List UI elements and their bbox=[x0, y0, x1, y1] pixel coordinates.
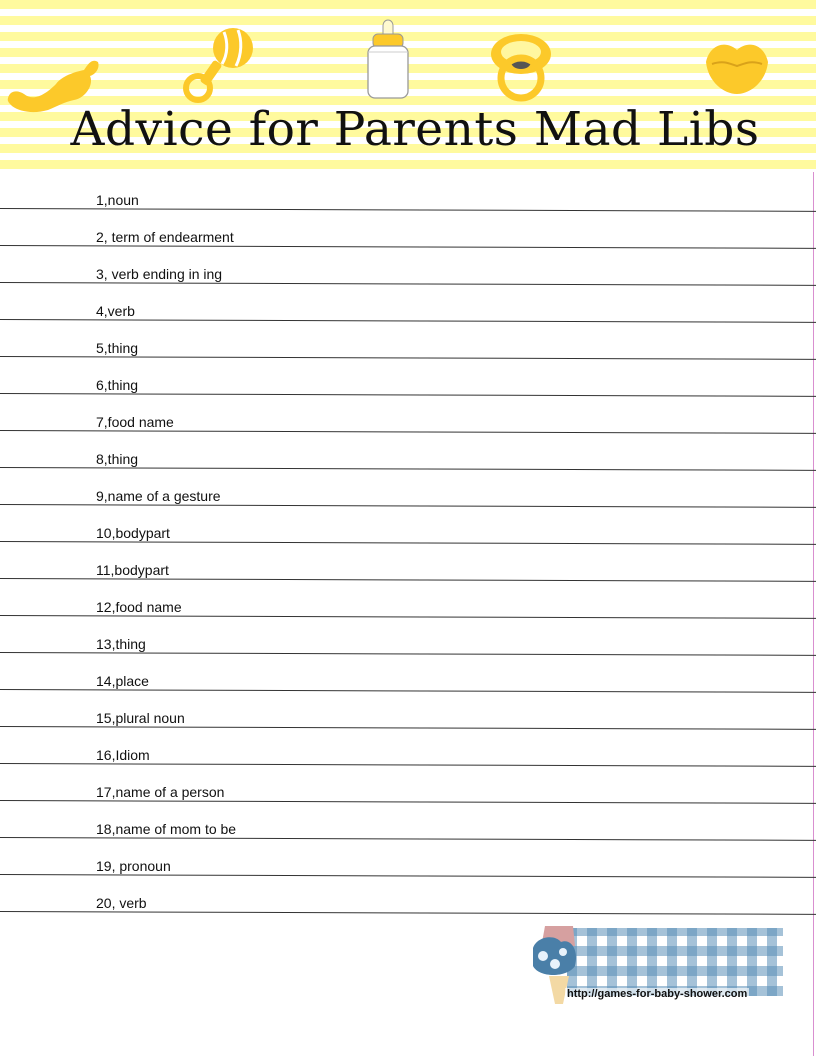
list-item bbox=[0, 394, 816, 431]
list-item bbox=[0, 246, 816, 283]
list-item bbox=[0, 320, 816, 357]
pacifier-icon bbox=[488, 32, 554, 104]
answer-line[interactable] bbox=[0, 911, 816, 915]
list-item bbox=[0, 357, 816, 394]
list-item bbox=[0, 283, 816, 320]
list-item-label: 14,place bbox=[96, 673, 149, 689]
list-item-label: 13,thing bbox=[96, 636, 146, 652]
list-item-label: 11,bodypart bbox=[96, 562, 169, 578]
list-item bbox=[0, 653, 816, 690]
site-url[interactable]: http://games-for-baby-shower.com bbox=[567, 988, 748, 1000]
list-item-label: 6,thing bbox=[96, 377, 139, 393]
list-item bbox=[0, 468, 816, 505]
list-item-label: 10,bodypart bbox=[96, 525, 170, 541]
list-item-label: 17,name of a person bbox=[96, 784, 225, 800]
list-item-label: 5,thing bbox=[96, 340, 139, 356]
list-item bbox=[0, 505, 816, 542]
list-item bbox=[0, 431, 816, 468]
list-item bbox=[0, 801, 816, 838]
list-item-label: 7,food name bbox=[96, 414, 174, 430]
list-item-label: 12,food name bbox=[96, 599, 182, 615]
list-item-label: 19, pronoun bbox=[96, 858, 171, 874]
list-item bbox=[0, 172, 816, 209]
list-item-label: 18,name of mom to be bbox=[96, 821, 237, 837]
list-item bbox=[0, 616, 816, 653]
list-item bbox=[0, 579, 816, 616]
list-item-label: 15,plural noun bbox=[96, 710, 185, 726]
list-item bbox=[0, 542, 816, 579]
baby-bottle-icon bbox=[362, 12, 414, 102]
list-item-label: 4,verb bbox=[96, 303, 135, 319]
list-item-label: 20, verb bbox=[96, 895, 147, 911]
list-item-label: 16,Idiom bbox=[96, 747, 150, 763]
list-item bbox=[0, 209, 816, 246]
page-title: Advice for Parents Mad Libs bbox=[70, 102, 760, 157]
rattle-icon bbox=[180, 24, 264, 106]
list-item bbox=[0, 727, 816, 764]
list-item-label: 3, verb ending in ing bbox=[96, 266, 223, 282]
list-item bbox=[0, 838, 816, 875]
list-item-label: 9,name of a gesture bbox=[96, 488, 221, 504]
list-item bbox=[0, 764, 816, 801]
list-item-label: 2, term of endearment bbox=[96, 229, 234, 245]
list-item-label: 1,noun bbox=[96, 192, 139, 208]
list-item bbox=[0, 690, 816, 727]
list-item bbox=[0, 875, 816, 912]
list-item-label: 8,thing bbox=[96, 451, 139, 467]
lips-icon bbox=[704, 38, 770, 96]
